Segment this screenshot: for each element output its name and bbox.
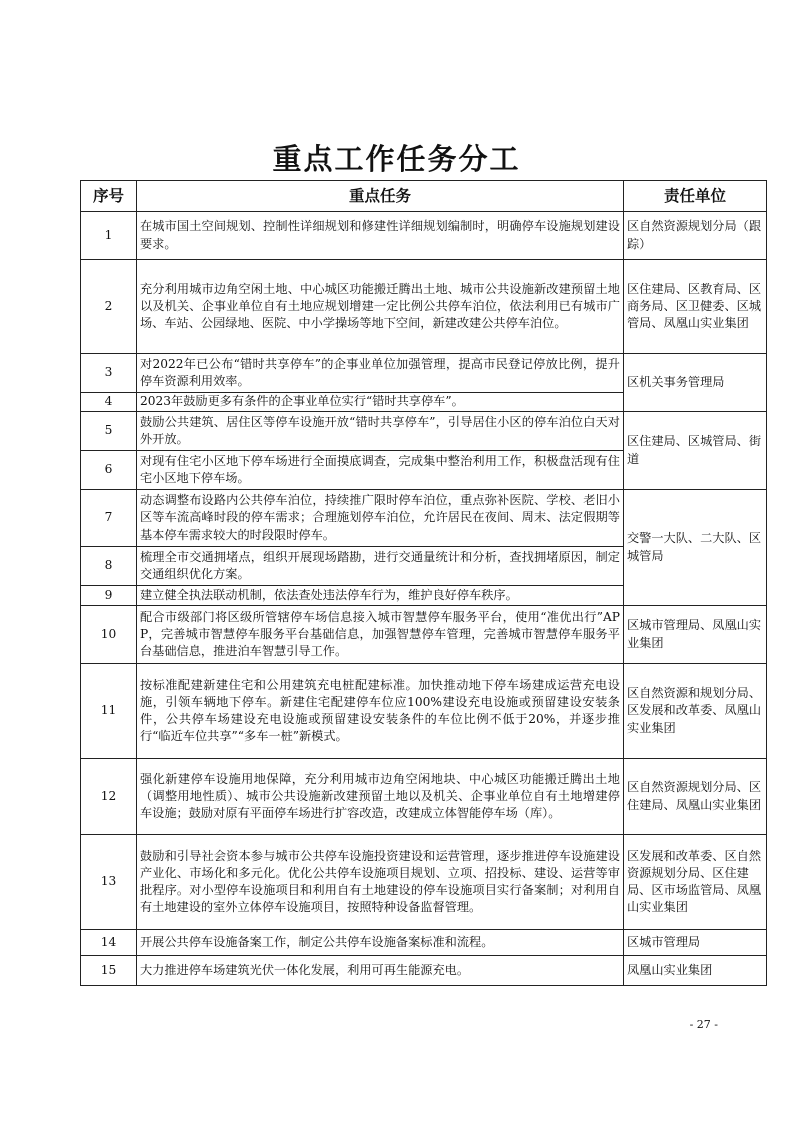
unit-cell: 区自然资源规划分局（跟踪） (624, 212, 767, 260)
page-number: - 27 - (689, 1018, 718, 1031)
table-header-row (81, 181, 767, 212)
row-number: 15 (81, 956, 137, 986)
table-row (81, 759, 767, 835)
table-row (81, 490, 767, 547)
task-cell: 按标准配建新建住宅和公用建筑充电桩配建标准。加快推动地下停车场建成运营充电设施，引领车辆地下停车。新建住宅配建停车位应100%建设充电设施或预留建设安装条件，公共停车场建设充电设施或预留建设安装条件的车位比例不低于20%，并逐步推行“临近车位共享”“多车一桩”新模式。 (137, 664, 624, 759)
header-task: 重点任务 (137, 181, 624, 212)
task-cell: 梳理全市交通拥堵点，组织开展现场踏勘，进行交通量统计和分析，查找拥堵原因，制定交通组织优化方案。 (137, 547, 624, 586)
unit-cell: 区住建局、区教育局、区商务局、区卫健委、区城管局、凤凰山实业集团 (624, 260, 767, 354)
table-row (81, 664, 767, 759)
row-number: 6 (81, 451, 137, 490)
unit-cell: 区自然资源和规划分局、区发展和改革委、凤凰山实业集团 (624, 664, 767, 759)
row-number: 3 (81, 354, 137, 393)
unit-cell: 区城市管理局、凤凰山实业集团 (624, 606, 767, 664)
row-number: 7 (81, 490, 137, 547)
row-number: 2 (81, 260, 137, 354)
table-row (81, 412, 767, 451)
unit-cell: 区发展和改革委、区自然资源规划分局、区住建局、区市场监管局、凤凰山实业集团 (624, 835, 767, 930)
header-unit: 责任单位 (624, 181, 767, 212)
page-title: 重点工作任务分工 (272, 142, 521, 176)
task-cell: 2023年鼓励更多有条件的企事业单位实行“错时共享停车”。 (137, 393, 624, 412)
table-row (81, 212, 767, 260)
unit-cell: 凤凰山实业集团 (624, 956, 767, 986)
task-cell: 建立健全执法联动机制，依法查处违法停车行为，维护良好停车秩序。 (137, 586, 624, 606)
table-row (81, 606, 767, 664)
row-number: 1 (81, 212, 137, 260)
row-number: 5 (81, 412, 137, 451)
row-number: 12 (81, 759, 137, 835)
task-cell: 鼓励和引导社会资本参与城市公共停车设施投资建设和运营管理，逐步推进停车设施建设产业化、市场化和多元化。优化公共停车设施项目规划、立项、招投标、建设、运营等审批程序。对小型停车设施项目和利用自有土地建设的停车设施项目实行备案制；对利用自有土地建设的室外立体停车设施项目，按照特种设备监督管理。 (137, 835, 624, 930)
task-cell: 开展公共停车设施备案工作，制定公共停车设施备案标准和流程。 (137, 930, 624, 956)
task-cell: 在城市国土空间规划、控制性详细规划和修建性详细规划编制时，明确停车设施规划建设要求。 (137, 212, 624, 260)
row-number: 14 (81, 930, 137, 956)
task-cell: 强化新建停车设施用地保障，充分利用城市边角空闲地块、中心城区功能搬迁腾出土地（调整用地性质）、城市公共设施新改建预留土地以及机关、企事业单位自有土地增建停车设施；鼓励对原有平面停车场进行扩容改造，改建成立体智能停车场（库）。 (137, 759, 624, 835)
task-cell: 充分利用城市边角空闲土地、中心城区功能搬迁腾出土地、城市公共设施新改建预留土地以及机关、企事业单位自有土地应规划增建一定比例公共停车泊位，依法利用已有城市广场、车站、公园绿地、医院、中小学操场等地下空间，新建改建公共停车泊位。 (137, 260, 624, 354)
task-cell: 鼓励公共建筑、居住区等停车设施开放“错时共享停车”，引导居住小区的停车泊位白天对外开放。 (137, 412, 624, 451)
task-cell: 大力推进停车场建筑光伏一体化发展，利用可再生能源充电。 (137, 956, 624, 986)
row-number: 10 (81, 606, 137, 664)
task-cell: 对2022年已公布“错时共享停车”的企事业单位加强管理，提高市民登记停放比例，提升停车资源利用效率。 (137, 354, 624, 393)
unit-cell: 区城市管理局 (624, 930, 767, 956)
table-row (81, 956, 767, 986)
table-row (81, 835, 767, 930)
task-cell: 对现有住宅小区地下停车场进行全面摸底调查，完成集中整治利用工作，积极盘活现有住宅小区地下停车场。 (137, 451, 624, 490)
unit-cell: 区自然资源规划分局、区住建局、凤凰山实业集团 (624, 759, 767, 835)
header-num: 序号 (81, 181, 137, 212)
row-number: 8 (81, 547, 137, 586)
table-row (81, 930, 767, 956)
row-number: 11 (81, 664, 137, 759)
task-cell: 配合市级部门将区级所管辖停车场信息接入城市智慧停车服务平台，使用“准优出行”APP，完善城市智慧停车服务平台基础信息，加强智慧停车管理，完善城市智慧停车服务平台基础信息，推进泊车智慧引导工作。 (137, 606, 624, 664)
unit-cell: 交警一大队、二大队、区城管局 (624, 490, 767, 606)
table-row (81, 354, 767, 393)
table-row (81, 260, 767, 354)
row-number: 9 (81, 586, 137, 606)
row-number: 13 (81, 835, 137, 930)
unit-cell: 区机关事务管理局 (624, 354, 767, 412)
row-number: 4 (81, 393, 137, 412)
unit-cell: 区住建局、区城管局、街道 (624, 412, 767, 490)
task-table (80, 180, 767, 986)
task-cell: 动态调整布设路内公共停车泊位，持续推广限时停车泊位，重点弥补医院、学校、老旧小区等车流高峰时段的停车需求；合理施划停车泊位，允许居民在夜间、周末、法定假期等基本停车需求较大的时段限时停车。 (137, 490, 624, 547)
